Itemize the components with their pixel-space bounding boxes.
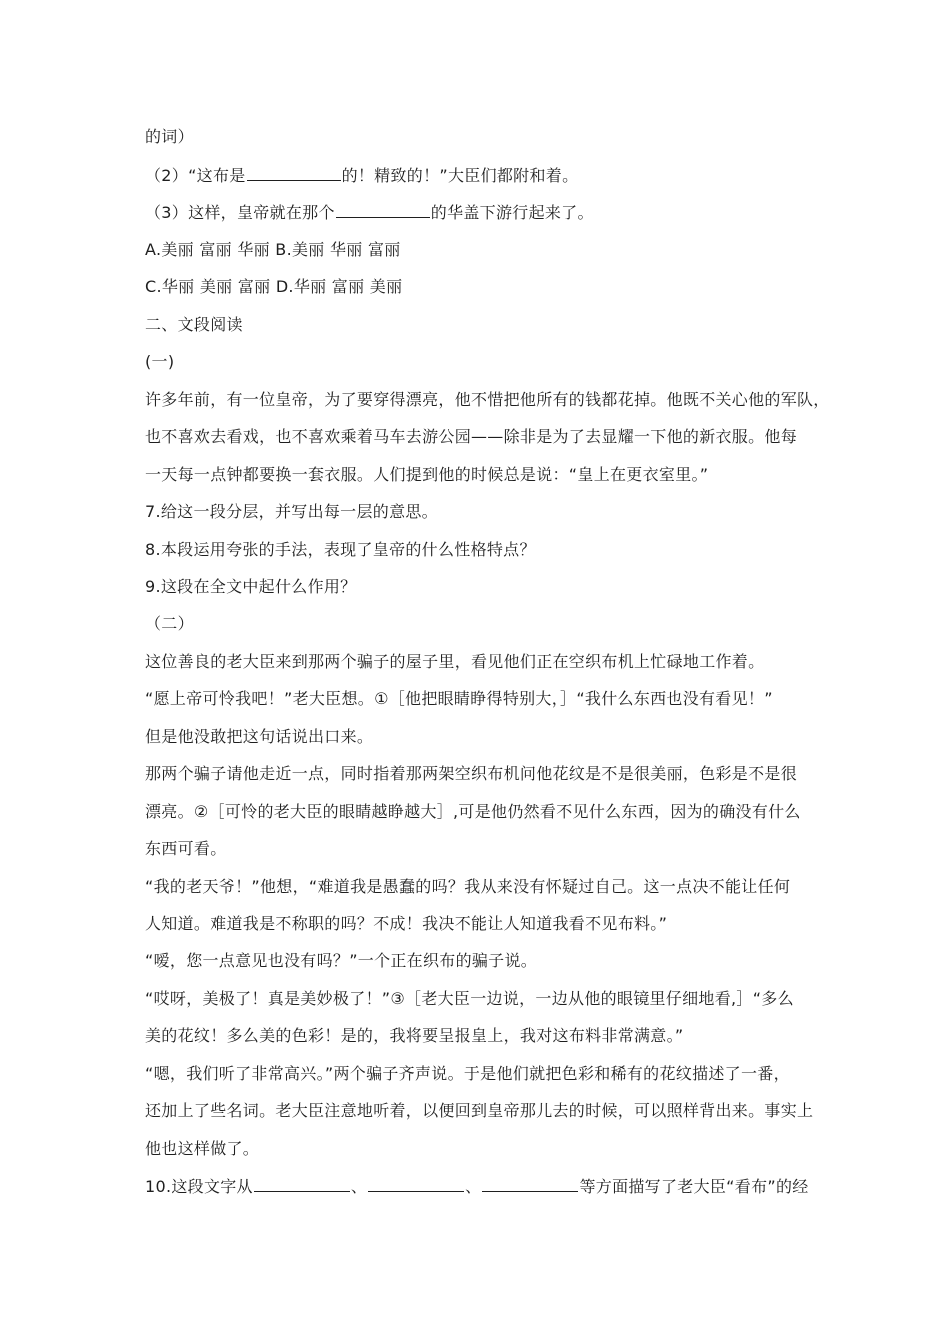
text-segment: 、: [465, 1177, 482, 1196]
paragraph-line: 还加上了些名词。老大臣注意地听着，以便回到皇帝那儿去的时候，可以照样背出来。事实上: [145, 1101, 814, 1120]
text-segment: （2）“这布是: [145, 166, 246, 185]
question-10: [145, 1175, 825, 1198]
text-segment: （3）这样，皇帝就在那个: [145, 203, 335, 222]
paragraph-line: 人知道。难道我是不称职的吗？不成！我决不能让人知道我看不见布料。”: [145, 914, 668, 933]
text-segment: 等方面描写了老大臣“看布”的经: [579, 1177, 809, 1196]
paragraph-line: 他也这样做了。: [145, 1139, 260, 1158]
answer-options-ab: A.美丽 富丽 华丽 B.美丽 华丽 富丽: [145, 240, 401, 259]
section-heading: 二、文段阅读: [145, 315, 243, 334]
paragraph-line: “哎呀，美极了！真是美妙极了！”③［老大臣一边说，一边从他的眼镜里仔细地看,］“多么: [145, 989, 794, 1008]
fill-blank[interactable]: [368, 1175, 464, 1192]
paragraph-line: “嗯，我们听了非常高兴。”两个骗子齐声说。于是他们就把色彩和稀有的花纹描述了一番，: [145, 1064, 790, 1083]
question-9: 9.这段在全文中起什么作用？: [145, 577, 357, 596]
paragraph-line: “愿上帝可怜我吧！”老大臣想。①［他把眼睛睁得特别大，］“我什么东西也没有看见！”: [145, 689, 773, 708]
paragraph-line: 那两个骗子请他走近一点，同时指着那两架空织布机问他花纹是不是很美丽，色彩是不是很: [145, 764, 798, 783]
question-7: 7.给这一段分层，并写出每一层的意思。: [145, 502, 438, 521]
text-line: 的词）: [145, 127, 194, 146]
paragraph-line: 许多年前，有一位皇帝，为了要穿得漂亮，他不惜把他所有的钱都花掉。他既不关心他的军队，: [145, 390, 830, 409]
fill-blank[interactable]: [482, 1175, 578, 1192]
paragraph-line: 但是他没敢把这句话说出口来。: [145, 727, 374, 746]
subsection-heading: (一): [145, 352, 175, 371]
paragraph-line: 也不喜欢去看戏，也不喜欢乘着马车去游公园——除非是为了去显耀一下他的新衣服。他每: [145, 427, 798, 446]
text-segment: 的！精致的！”大臣们都附和着。: [341, 166, 579, 185]
text-segment: 的华盖下游行起来了。: [430, 203, 594, 222]
paragraph-line: “嗳，您一点意见也没有吗？”一个正在织布的骗子说。: [145, 951, 538, 970]
paragraph-line: 这位善良的老大臣来到那两个骗子的屋子里，看见他们正在空织布机上忙碌地工作着。: [145, 652, 765, 671]
subsection-heading: （二）: [145, 614, 194, 633]
paragraph-line: 东西可看。: [145, 839, 227, 858]
paragraph-line: 漂亮。②［可怜的老大臣的眼睛越睁越大］,可是他仍然看不见什么东西，因为的确没有什么: [145, 802, 801, 821]
paragraph-line: 一天每一点钟都要换一套衣服。人们提到他的时候总是说：“皇上在更衣室里。”: [145, 465, 709, 484]
question-8: 8.本段运用夸张的手法，表现了皇帝的什么性格特点？: [145, 540, 536, 559]
text-segment: 10.这段文字从: [145, 1177, 253, 1196]
paragraph-line: “我的老天爷！”他想，“难道我是愚蠢的吗？我从来没有怀疑过自己。这一点决不能让任何: [145, 877, 791, 896]
question-item-3: [145, 201, 825, 224]
answer-options-cd: C.华丽 美丽 富丽 D.华丽 富丽 美丽: [145, 277, 403, 296]
fill-blank[interactable]: [254, 1175, 350, 1192]
question-item-2: [145, 164, 825, 187]
text-segment: 、: [350, 1177, 368, 1196]
fill-blank[interactable]: [336, 201, 430, 218]
paragraph-line: 美的花纹！多么美的色彩！是的，我将要呈报皇上，我对这布料非常满意。”: [145, 1026, 684, 1045]
fill-blank[interactable]: [247, 164, 341, 181]
